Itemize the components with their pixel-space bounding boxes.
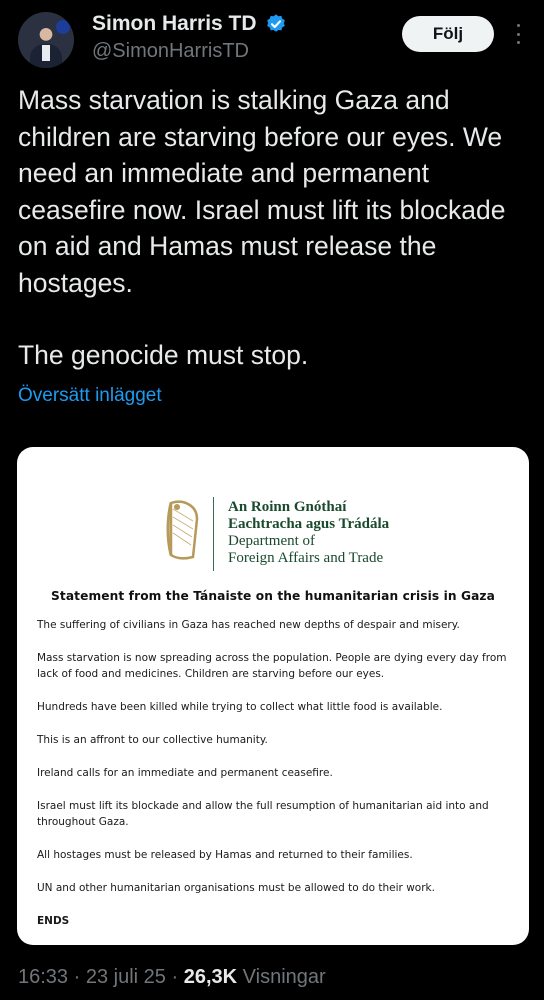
author-name[interactable]: Simon Harris TD	[92, 12, 257, 35]
statement-paragraph: All hostages must be released by Hamas and returned to their families.	[37, 849, 413, 861]
statement-paragraph: The suffering of civilians in Gaza has reached new depths of despair and misery.	[37, 619, 460, 631]
views-label: Visningar	[242, 966, 326, 988]
statement-title: Statement from the Tánaiste on the humanitarian crisis in Gaza	[51, 589, 495, 603]
statement-paragraph: Mass starvation is now spreading across the population. People are dying every day from lack of food and medicines. Children are starving before our eyes.	[37, 652, 507, 680]
verified-badge-icon	[265, 13, 287, 35]
dept-line: Foreign Affairs and Trade	[228, 550, 384, 566]
statement-body	[37, 589, 509, 945]
tweet-date[interactable]: 23 juli 25	[85, 966, 166, 988]
statement-paragraph: Ireland calls for an immediate and permanent ceasefire.	[37, 767, 333, 779]
statement-paragraph: UN and other humanitarian organisations must be allowed to do their work.	[37, 882, 435, 894]
translate-link[interactable]: Översätt inlägget	[18, 385, 162, 406]
harp-logo-icon	[163, 499, 203, 561]
statement-paragraph: This is an affront to our collective humanity.	[37, 734, 268, 746]
tweet-time[interactable]: 16:33	[18, 966, 69, 988]
tweet-paragraph: The genocide must stop.	[18, 340, 309, 370]
more-options-icon[interactable]	[508, 22, 528, 46]
tweet-meta	[18, 966, 326, 989]
avatar[interactable]	[18, 12, 74, 68]
statement-paragraph: Israel must lift its blockade and allow the full resumption of humanitarian aid into and throughout Gaza.	[37, 800, 489, 828]
tweet-text	[18, 82, 528, 374]
meta-separator: ·	[171, 966, 179, 988]
author-handle[interactable]: @SimonHarrisTD	[92, 40, 249, 62]
attached-image[interactable]	[17, 447, 529, 945]
tweet-header	[0, 0, 544, 80]
follow-button[interactable]: Följ	[402, 16, 494, 52]
tweet-paragraph: Mass starvation is stalking Gaza and children are starving before our eyes. We need an immediate and permanent ceasefire now. Israel must lift its blockade on aid and Hamas must release the hostages.	[18, 85, 506, 298]
meta-separator: ·	[73, 966, 81, 988]
dept-line: An Roinn Gnóthaí	[228, 499, 347, 515]
statement-paragraph: Hundreds have been killed while trying to collect what little food is available.	[37, 701, 443, 713]
avatar-shirt	[42, 45, 50, 61]
logo-divider	[213, 497, 214, 571]
dept-line: Eachtracha agus Trádála	[228, 516, 390, 532]
statement-ends: ENDS	[37, 915, 70, 927]
department-name	[228, 499, 389, 567]
name-row	[92, 12, 287, 36]
dept-line: Department of	[228, 533, 316, 549]
eu-flag-icon	[56, 20, 70, 34]
views-count: 26,3K	[183, 966, 238, 988]
